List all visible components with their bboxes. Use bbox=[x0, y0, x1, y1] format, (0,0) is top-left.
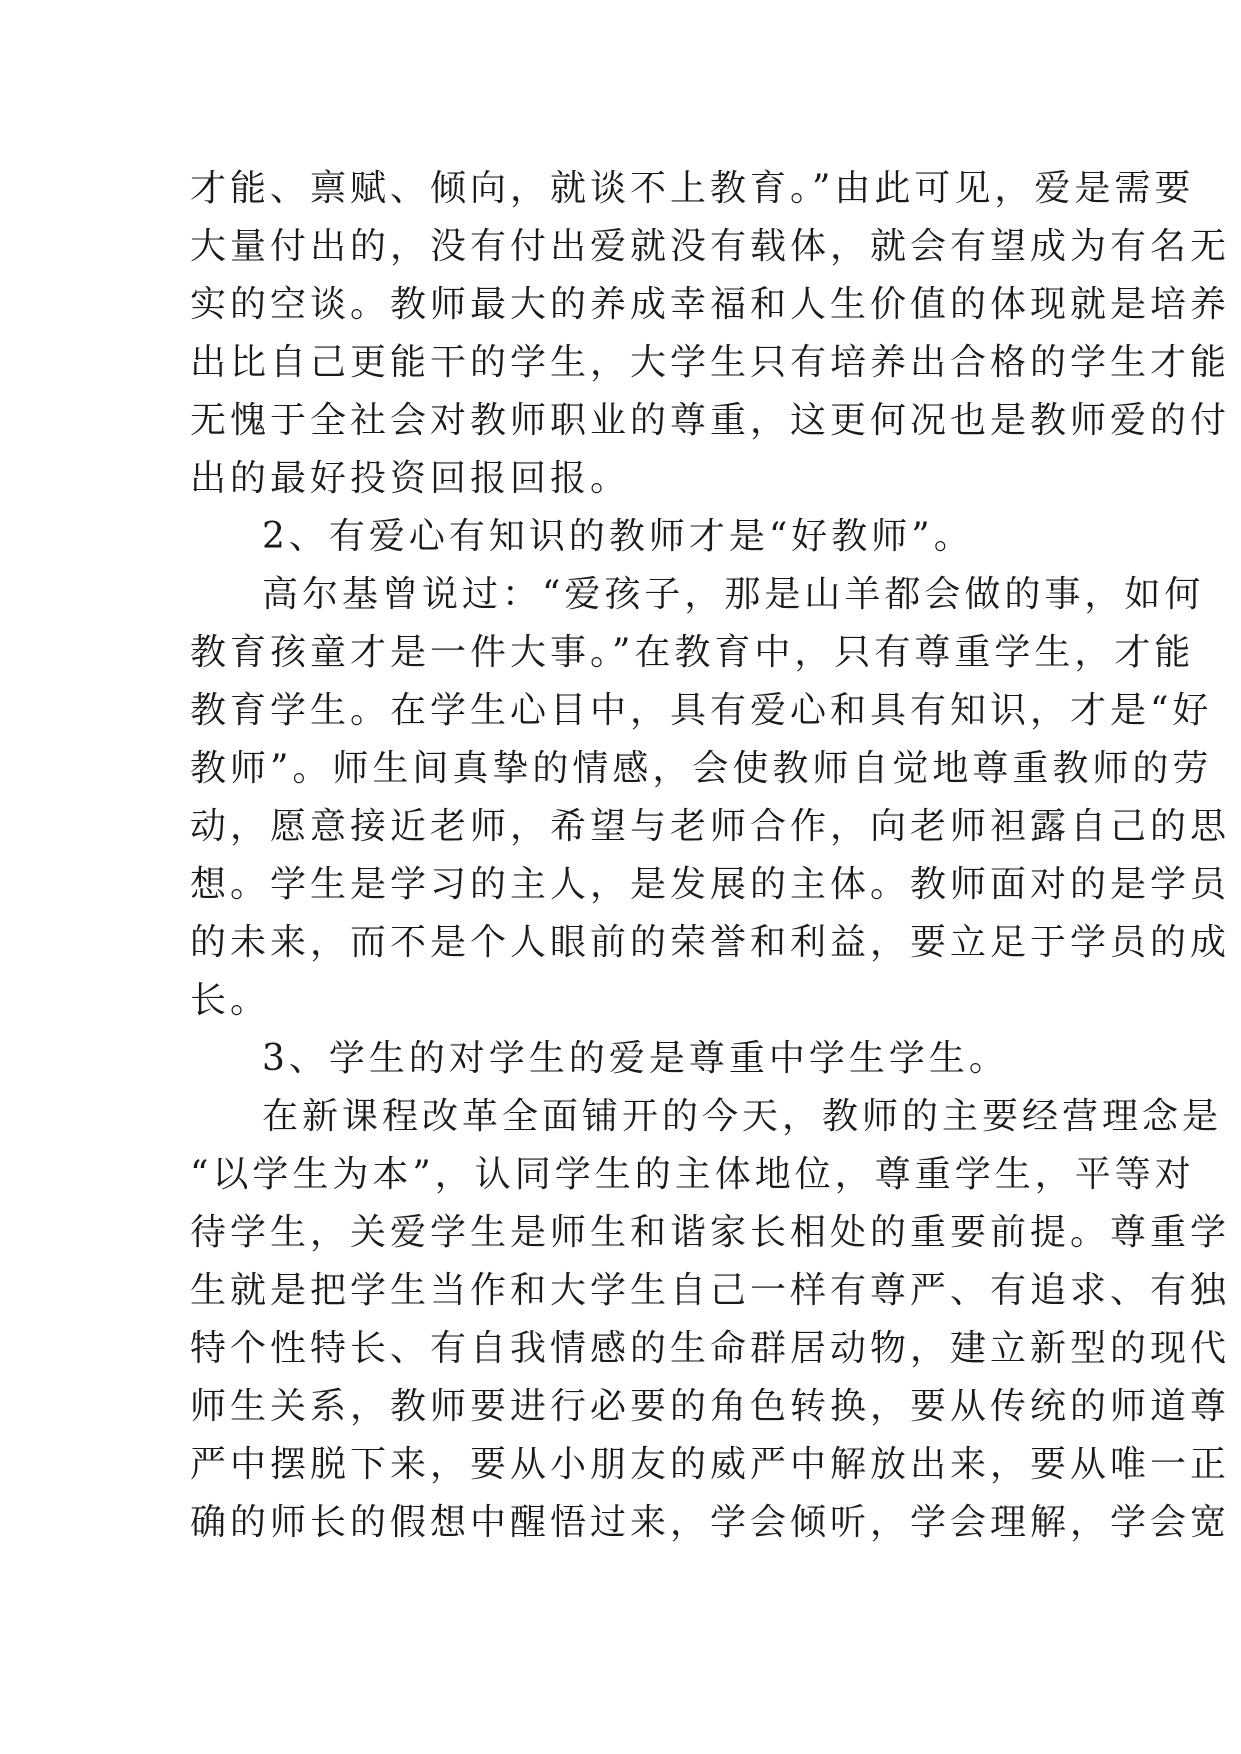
text-line: 特个性特长、有自我情感的生命群居动物，建立新型的现代 bbox=[190, 1328, 1231, 1369]
text-line: 的未来，而不是个人眼前的荣誉和利益，要立足于学员的成 bbox=[190, 922, 1231, 963]
text-line: 出比自己更能干的学生，大学生只有培养出合格的学生才能 bbox=[190, 342, 1231, 383]
text-line: 高尔基曾说过：“爱孩子，那是山羊都会做的事，如何 bbox=[262, 574, 1205, 615]
text-line: 教师”。师生间真挚的情感，会使教师自觉地尊重教师的劳 bbox=[190, 748, 1213, 789]
section-heading: 2、有爱心有知识的教师才是“好教师”。 bbox=[262, 516, 974, 557]
text-line: 才能、禀赋、倾向，就谈不上教育。”由此可见，爱是需要 bbox=[190, 168, 1195, 209]
text-line: 生就是把学生当作和大学生自己一样有尊严、有追求、有独 bbox=[190, 1270, 1231, 1311]
section-heading: 3、学生的对学生的爱是尊重中学生学生。 bbox=[262, 1038, 1009, 1079]
text-line: 确的师长的假想中醒悟过来，学会倾听，学会理解，学会宽 bbox=[190, 1502, 1231, 1543]
text-line: 动，愿意接近老师，希望与老师合作，向老师袒露自己的思 bbox=[190, 806, 1231, 847]
text-line: 严中摆脱下来，要从小朋友的威严中解放出来，要从唯一正 bbox=[190, 1444, 1231, 1485]
text-line: “以学生为本”，认同学生的主体地位，尊重学生，平等对 bbox=[190, 1154, 1195, 1195]
text-line: 在新课程改革全面铺开的今天，教师的主要经营理念是 bbox=[262, 1096, 1223, 1137]
text-line: 实的空谈。教师最大的养成幸福和人生价值的体现就是培养 bbox=[190, 284, 1231, 325]
text-line: 出的最好投资回报回报。 bbox=[190, 458, 631, 499]
text-line: 待学生，关爱学生是师生和谐家长相处的重要前提。尊重学 bbox=[190, 1212, 1231, 1253]
text-line: 长。 bbox=[190, 980, 271, 1021]
text-line: 师生关系，教师要进行必要的角色转换，要从传统的师道尊 bbox=[190, 1386, 1231, 1427]
text-line: 教育学生。在学生心目中，具有爱心和具有知识，才是“好 bbox=[190, 690, 1213, 731]
text-line: 无愧于全社会对教师职业的尊重，这更何况也是教师爱的付 bbox=[190, 400, 1231, 441]
text-line: 教育孩童才是一件大事。”在教育中，只有尊重学生，才能 bbox=[190, 632, 1195, 673]
text-line: 大量付出的，没有付出爱就没有载体，就会有望成为有名无 bbox=[190, 226, 1231, 267]
document-page bbox=[190, 160, 1231, 1552]
text-line: 想。学生是学习的主人，是发展的主体。教师面对的是学员 bbox=[190, 864, 1231, 905]
